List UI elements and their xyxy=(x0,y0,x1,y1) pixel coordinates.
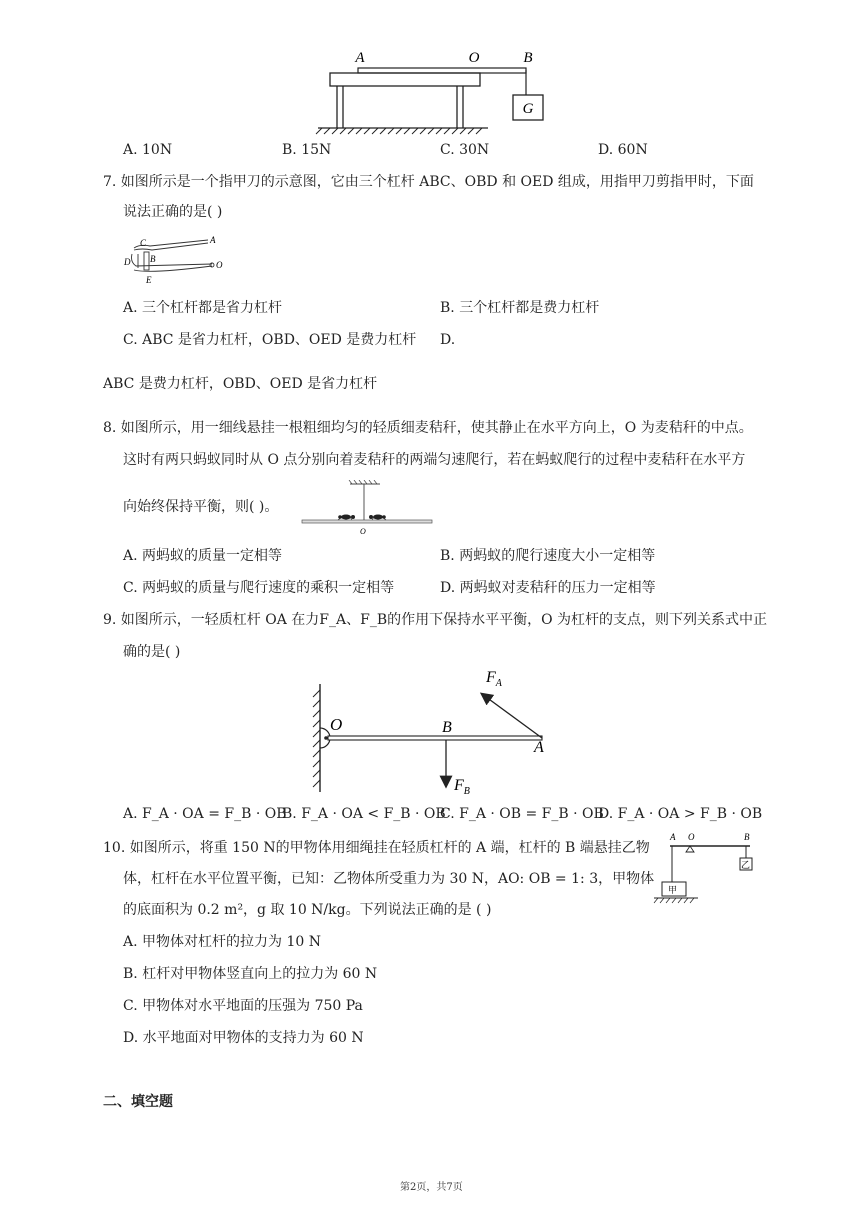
q7-option-b: B. 三个杠杆都是费力杠杆 xyxy=(440,300,600,316)
q7-label-o: O xyxy=(216,260,223,270)
q7-stem-line2: 说法正确的是( ) xyxy=(123,204,223,220)
q10-label-yi: 乙 xyxy=(741,860,751,870)
q7-nail-clipper-figure xyxy=(120,234,230,286)
q9-stem-line2: 确的是( ) xyxy=(123,644,181,660)
q10-stem-line2: 体，杠杆在水平位置平衡，已知：乙物体所受重力为 30 N，AO: OB = 1: 3，甲物体 xyxy=(123,871,655,887)
q10-lever-figure xyxy=(650,828,765,906)
q7-stem-line1: 7. 如图所示是一个指甲刀的示意图，它由三个杠杆 ABC、OBD 和 OED 组成，用指甲刀剪指甲时，下面 xyxy=(103,174,754,190)
lever-rod xyxy=(358,68,526,73)
section-title-fill-in: 二、填空题 xyxy=(103,1094,173,1110)
lever-oa xyxy=(328,736,542,740)
q10-stem-line3: 的底面积为 0.2 m²，g 取 10 N/kg。下列说法正确的是 ( ) xyxy=(123,902,492,918)
q8-option-c: C. 两蚂蚁的质量与爬行速度的乘积一定相等 xyxy=(123,580,395,596)
q7-label-d: D xyxy=(124,257,131,267)
q10-label-a: A xyxy=(670,832,676,842)
q8-stem-line3: 向始终保持平衡，则( )。 xyxy=(123,499,279,515)
q10-option-b: B. 杠杆对甲物体竖直向上的拉力为 60 N xyxy=(123,966,378,982)
q8-label-o: O xyxy=(360,527,366,536)
q9-label-o: O xyxy=(330,715,343,734)
q10-label-jia: 甲 xyxy=(668,885,678,895)
q10-option-c: C. 甲物体对水平地面的压强为 750 Pa xyxy=(123,998,363,1014)
label-g: G xyxy=(522,101,534,117)
q8-straw-figure xyxy=(300,480,435,536)
q9-lever-figure xyxy=(300,664,560,799)
q9-label-fb: $F_B$ xyxy=(454,777,470,797)
q10-label-b: B xyxy=(744,832,750,842)
label-o: O xyxy=(468,50,480,66)
q9-label-a: A xyxy=(534,739,544,756)
q9-option-a: A. F_A · OA = F_B · OB xyxy=(123,806,287,822)
q9-stem-line1: 9. 如图所示，一轻质杠杆 OA 在力F_A、F_B的作用下保持水平平衡，O 为杠杆的支点，则下列关系式中正 xyxy=(103,612,768,628)
q8-stem-line2: 这时有两只蚂蚁同时从 O 点分别向着麦秸秆的两端匀速爬行，若在蚂蚁爬行的过程中麦秸秆在水平方 xyxy=(123,452,746,468)
q10-stem-line1: 10. 如图所示，将重 150 N的甲物体用细绳挂在轻质杠杆的 A 端，杠杆的 B 端悬挂乙物 xyxy=(103,840,650,856)
table-top xyxy=(330,73,480,86)
q9-option-b: B. F_A · OA < F_B · OB xyxy=(282,806,446,822)
q6-figure xyxy=(310,40,560,135)
q8-stem-line1: 8. 如图所示，用一细线悬挂一根粗细均匀的轻质细麦秸秆，使其静止在水平方向上，O 为麦秸秆的中点。 xyxy=(103,420,753,436)
label-b: B xyxy=(523,50,533,66)
q8-option-a: A. 两蚂蚁的质量一定相等 xyxy=(123,548,283,564)
q7-option-d-text: ABC 是费力杠杆，OBD、OED 是省力杠杆 xyxy=(103,376,378,392)
q9-option-d: D. F_A · OA > F_B · OB xyxy=(598,806,763,822)
q8-option-b: B. 两蚂蚁的爬行速度大小一定相等 xyxy=(440,548,656,564)
q10-label-o: O xyxy=(688,832,695,842)
q7-label-b: B xyxy=(150,254,156,264)
page-footer: 第2页，共7页 xyxy=(400,1182,463,1193)
label-a: A xyxy=(355,50,365,66)
q7-option-c: C. ABC 是省力杠杆，OBD、OED 是费力杠杆 xyxy=(123,332,417,348)
q10-option-a: A. 甲物体对杠杆的拉力为 10 N xyxy=(123,934,321,950)
q8-option-d: D. 两蚂蚁对麦秸秆的压力一定相等 xyxy=(440,580,656,596)
q6-option-a: A. 10N xyxy=(123,142,173,158)
q10-option-d: D. 水平地面对甲物体的支持力为 60 N xyxy=(123,1030,364,1046)
q6-option-c: C. 30N xyxy=(440,142,490,158)
q9-label-fa: $F_A$ xyxy=(486,669,502,689)
q7-option-a: A. 三个杠杆都是省力杠杆 xyxy=(123,300,283,316)
q6-option-b: B. 15N xyxy=(282,142,332,158)
q9-label-b: B xyxy=(442,719,452,736)
q7-label-e: E xyxy=(146,275,152,285)
q6-option-d: D. 60N xyxy=(598,142,648,158)
q7-option-d: D. xyxy=(440,332,456,348)
q7-label-a: A xyxy=(210,235,216,245)
q7-label-c: C xyxy=(140,238,147,248)
q9-option-c: C. F_A · OB = F_B · OB xyxy=(440,806,604,822)
